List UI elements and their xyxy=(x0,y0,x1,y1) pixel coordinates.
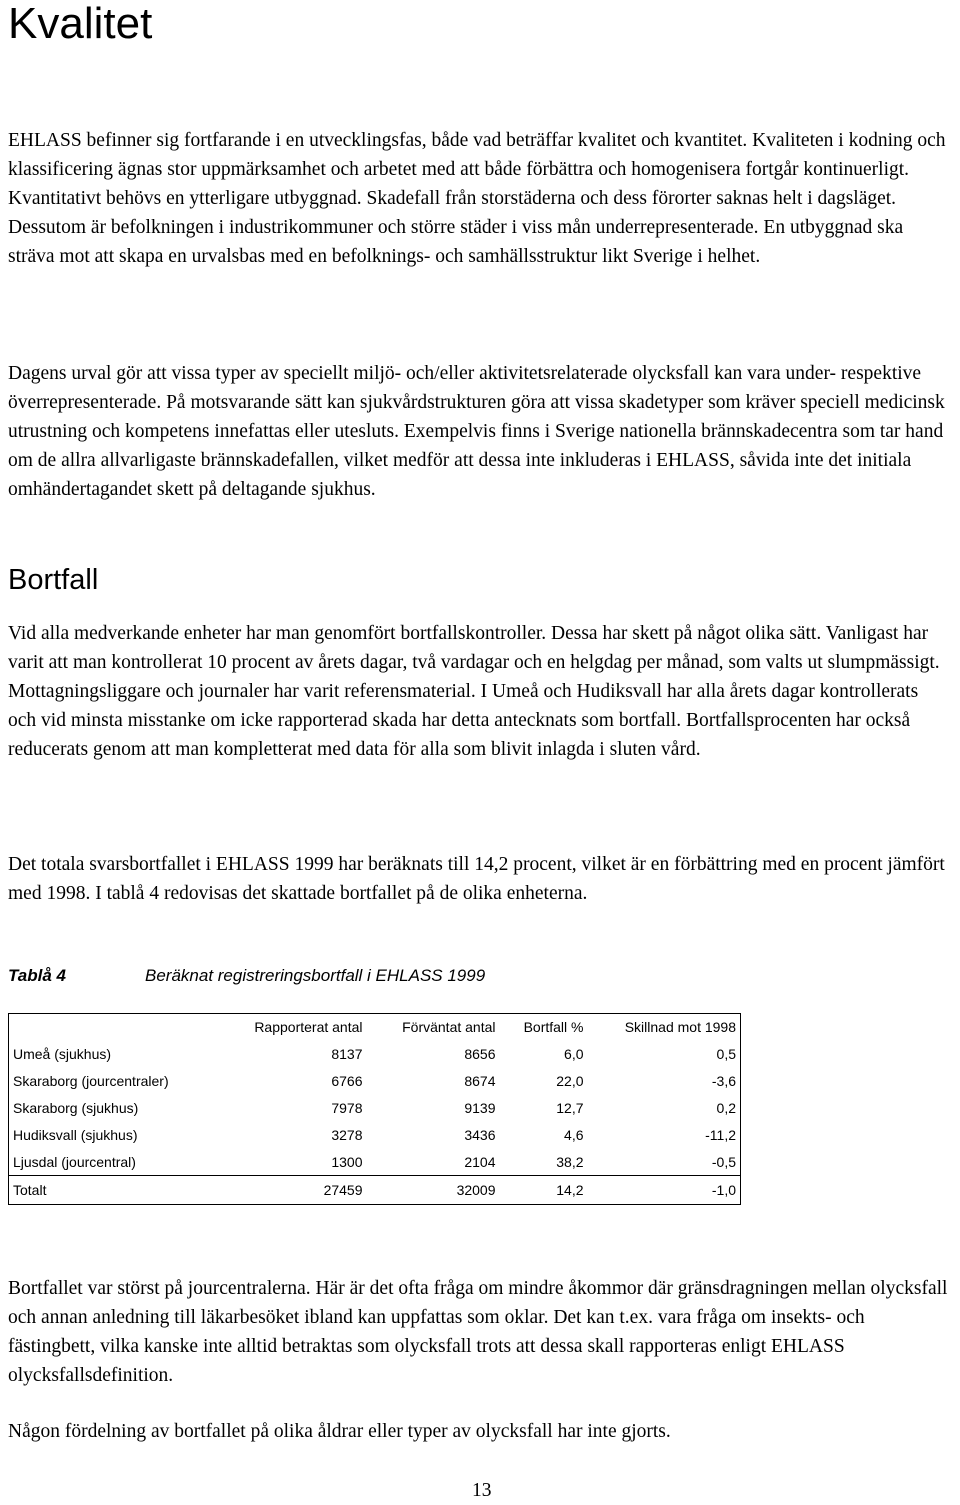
table-cell: Hudiksvall (sjukhus) xyxy=(13,1126,138,1143)
table-cell: 9139 xyxy=(464,1099,496,1116)
heading-bortfall: Bortfall xyxy=(8,564,99,596)
table-header-row xyxy=(9,1014,741,1041)
paragraph-closing-1: Bortfallet var störst på jourcentralerna. Här är det ofta fråga om mindre åkommor där gränsdragningen mellan olycksfall och annan anledning till läkarbesöket ibland kan uppfattas som oklar. Det kan t.ex. vara fråga om insekts- och fästingbett, vilka kanske inte alltid betraktas som olycksfall trots att dessa skall rapporteras enligt EHLASS olycksfallsdefinition. xyxy=(8,1278,948,1386)
table-row xyxy=(9,1094,741,1121)
paragraph-bortfall-1: Vid alla medverkande enheter har man genomfört bortfallskontroller. Dessa har skett på något olika sätt. Vanligast har varit att man kontrollerat 10 procent av årets dagar, två vardagar och en helgdag per månad, som valts ut slumpmässigt. Mottagningsliggare och journaler har varit referensmaterial. I Umeå och Hudiksvall har alla årets dagar kontrollerats och vid minsta misstanke om icke rapporterad skada har detta antecknats som bortfall. Bortfallsprocenten har också reducerats genom att man kompletterat med data för alla som blivit inlagda i sluten vård. xyxy=(8,623,940,760)
table-cell: 4,6 xyxy=(564,1126,584,1143)
table-cell: 6766 xyxy=(331,1072,363,1089)
table-cell: 32009 xyxy=(367,1176,500,1205)
table-cell: 27459 xyxy=(219,1176,367,1205)
table-caption xyxy=(8,965,485,987)
table-cell: 0,2 xyxy=(716,1099,736,1116)
table-cell: 2104 xyxy=(464,1153,496,1170)
table-cell: 3278 xyxy=(331,1126,363,1143)
table-caption-label: Tablå 4 xyxy=(8,966,66,985)
table-cell: 38,2 xyxy=(556,1153,584,1170)
table-cell: -11,2 xyxy=(705,1126,736,1143)
table-cell: Ljusdal (jourcentral) xyxy=(13,1153,136,1170)
paragraph-kvalitet-1: EHLASS befinner sig fortfarande i en utvecklingsfas, både vad beträffar kvalitet och kvantitet. Kvaliteten i kodning och klassificering ägnas stor uppmärksamhet och arbetet med att både förbättra och homogenisera fortgår kontinuerligt. Kvantitativt behövs en ytterligare utbyggnad. Skadefall från storstäderna och dess förorter saknas helt i dagsläget. Dessutom är befolkningen i industrikommuner och större städer i viss mån underrepresenterade. En utbyggnad ska sträva mot att skapa en urvalsbas med en befolknings- och samhällsstruktur likt Sverige i helhet. xyxy=(8,130,946,267)
table-total-row xyxy=(9,1176,741,1205)
table-header-cell xyxy=(9,1014,219,1041)
table-row xyxy=(9,1040,741,1067)
table-cell: Totalt xyxy=(9,1176,219,1205)
page-number: 13 xyxy=(472,1480,492,1501)
table-cell: 0,5 xyxy=(716,1045,736,1062)
table-row xyxy=(9,1148,741,1176)
table-cell: -1,0 xyxy=(588,1176,741,1205)
table-header-cell: Rapporterat antal xyxy=(254,1019,363,1035)
table-cell: 12,7 xyxy=(556,1099,584,1116)
paragraph-kvalitet-2: Dagens urval gör att vissa typer av speciellt miljö- och/eller aktivitetsrelaterade olycksfall kan vara under- respektive överrepresenterade. På motsvarande sätt kan sjukvårdstrukturen göra att vissa skadetyper som kräver speciell medicinsk utrustning och kompetens innefattas eller utesluts. Exempelvis finns i Sverige nationella brännskadecentra som tar hand om de allra allvarligaste brännskadefallen, vilket medför att dessa inte inkluderas i EHLASS, såvida inte det initiala omhändertagandet skett på deltagande sjukhus. xyxy=(8,363,945,500)
table-cell: Skaraborg (sjukhus) xyxy=(13,1099,139,1116)
table-cell: -3,6 xyxy=(711,1072,736,1089)
table-cell: 22,0 xyxy=(556,1072,584,1089)
heading-kvalitet: Kvalitet xyxy=(8,0,153,48)
table-cell: Umeå (sjukhus) xyxy=(13,1045,112,1062)
table-cell: 8674 xyxy=(464,1072,496,1089)
table-cell: Skaraborg (jourcentraler) xyxy=(13,1072,169,1089)
table-cell: 1300 xyxy=(331,1153,363,1170)
table-header-cell: Bortfall % xyxy=(523,1019,584,1035)
table-caption-title: Beräknat registreringsbortfall i EHLASS 1999 xyxy=(145,966,486,985)
table-cell: 8656 xyxy=(464,1045,496,1062)
paragraph-closing-2: Någon fördelning av bortfallet på olika åldrar eller typer av olycksfall har inte gjorts. xyxy=(8,1421,671,1442)
table-row xyxy=(9,1121,741,1148)
table-row xyxy=(9,1067,741,1094)
table-cell: 14,2 xyxy=(500,1176,588,1205)
bortfall-table xyxy=(8,1013,741,1205)
paragraph-bortfall-2: Det totala svarsbortfallet i EHLASS 1999 har beräknats till 14,2 procent, vilket är en förbättring med en procent jämfört med 1998. I tablå 4 redovisas det skattade bortfallet på de olika enheterna. xyxy=(8,854,945,904)
table-header-cell: Skillnad mot 1998 xyxy=(624,1019,736,1035)
table-cell: 6,0 xyxy=(564,1045,584,1062)
table-header-cell: Förväntat antal xyxy=(402,1019,496,1035)
table-cell: -0,5 xyxy=(711,1153,736,1170)
table-cell: 3436 xyxy=(464,1126,496,1143)
table-cell: 8137 xyxy=(331,1045,363,1062)
table-cell: 7978 xyxy=(331,1099,363,1116)
